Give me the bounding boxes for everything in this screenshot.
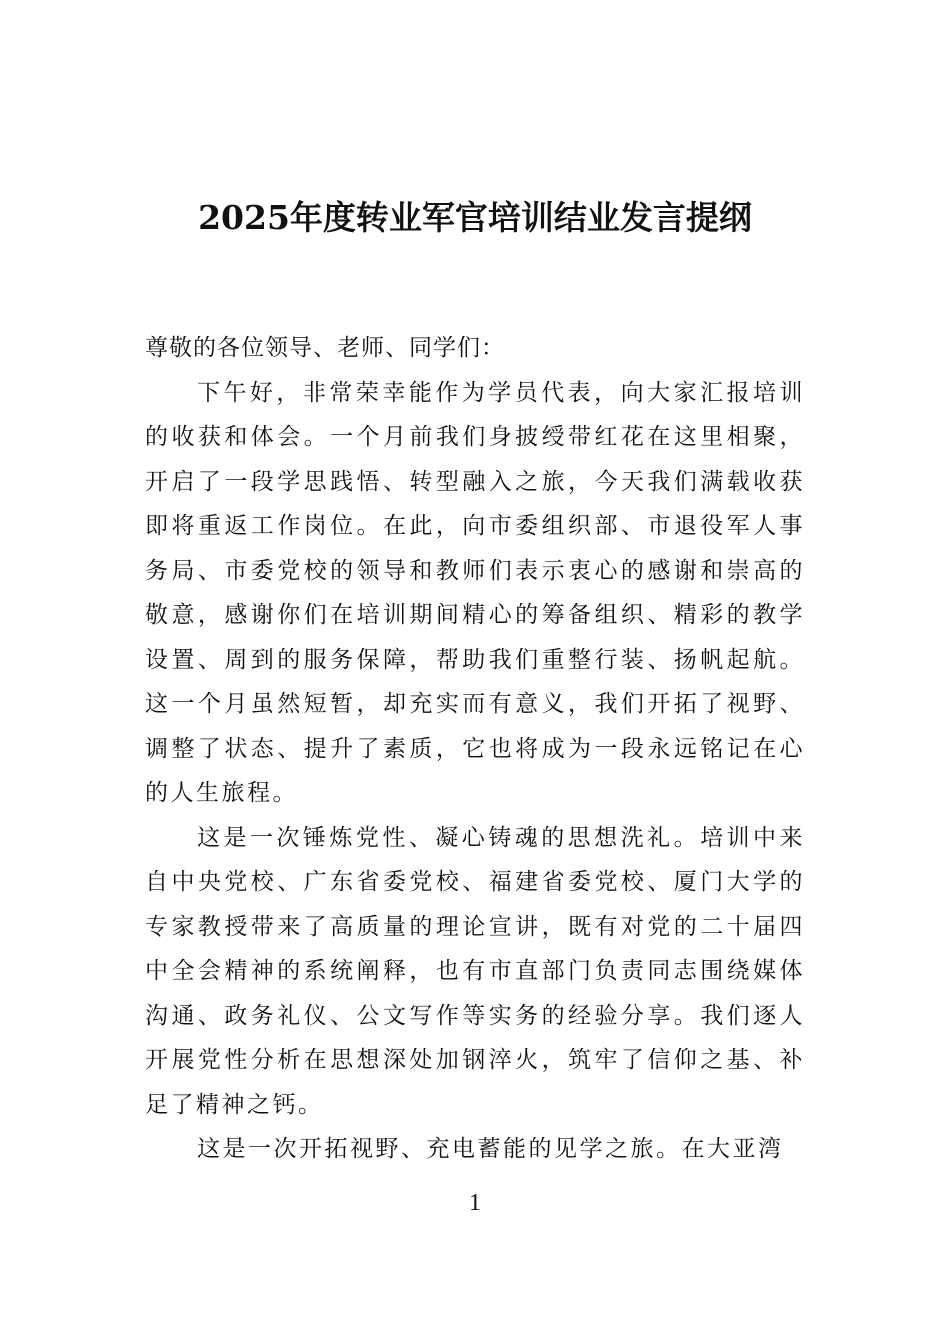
salutation: 尊敬的各位领导、老师、同学们： [145, 335, 505, 361]
paragraph-1: 下午好，非常荣幸能作为学员代表，向大家汇报培训的收获和体会。一个月前我们身披绶带红花在这里相聚，开启了一段学思践悟、转型融入之旅，今天我们满载收获即将重返工作岗位。在此，向市委组织部、市退役军人事务局、市委党校的领导和教师们表示衷心的感谢和崇高的敬意，感谢你们在培训期间精心的筹备组织、精彩的教学设置、周到的服务保障，帮助我们重整行装、扬帆起航。这一个月虽然短暂，却充实而有意义，我们开拓了视野、调整了状态、提升了素质，它也将成为一段永远铭记在心的人生旅程。 [145, 379, 805, 806]
document-title: 2025年度转业军官培训结业发言提纲 [198, 198, 752, 237]
page-number: 1 [469, 1190, 481, 1216]
document-body [145, 326, 805, 1172]
paragraph-3: 这是一次开拓视野、充电蓄能的见学之旅。在大亚湾 [197, 1136, 784, 1162]
paragraph-2: 这是一次锤炼党性、凝心铸魂的思想洗礼。培训中来自中央党校、广东省委党校、福建省委党校、厦门大学的专家教授带来了高质量的理论宣讲，既有对党的二十届四中全会精神的系统阐释，也有市直部门负责同志围绕媒体沟通、政务礼仪、公文写作等实务的经验分享。我们逐人开展党性分析在思想深处加钢淬火，筑牢了信仰之基、补足了精神之钙。 [145, 824, 805, 1118]
